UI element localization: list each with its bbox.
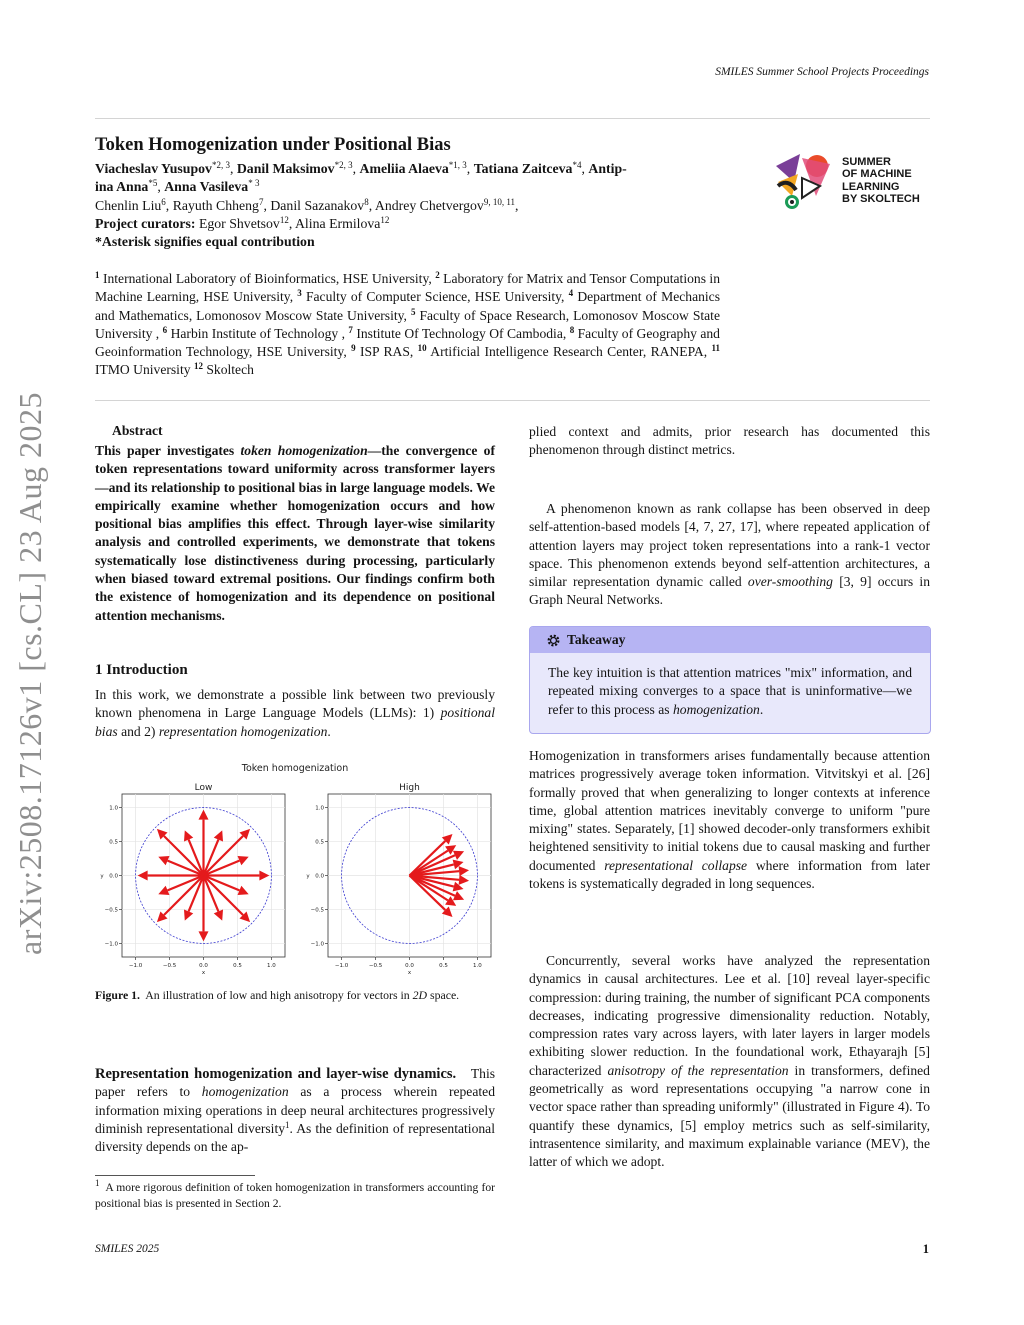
running-head: SMILES Summer School Projects Proceedings bbox=[715, 66, 929, 78]
author-sup: *5 bbox=[148, 178, 158, 189]
affil-text: ISP RAS, bbox=[359, 344, 414, 360]
footnote-mark: 1 bbox=[95, 1178, 100, 1188]
y-tick-label: 0.5 bbox=[109, 839, 118, 846]
arxiv-stamp: arXiv:2508.17126v1 [cs.CL] 23 Aug 2025 bbox=[12, 392, 48, 955]
author-sup: 7 bbox=[258, 196, 264, 207]
x-tick-label: 0.5 bbox=[233, 963, 242, 969]
curator-name: Egor Shvetsov bbox=[198, 215, 280, 231]
author-sup: *2, 3 bbox=[334, 160, 353, 170]
footnote-rule bbox=[95, 1175, 255, 1176]
affil-num: 12 bbox=[193, 361, 203, 372]
affil-text: Faculty of Space Research, Lomonosov Moscow State University , bbox=[95, 307, 720, 341]
col2-text: in transformers, defined geometrically as word representations occupying "a narrow cone in vector space rather than spreading uniformly" (illustrated in Figure 4). To quantify these dynamics, [5] employ metrics such as self-similarity, intrasentence similarity, and maximum explainable variance (MEV), the latter of which we adopt. bbox=[529, 1062, 930, 1170]
col2-text: A phenomenon known as rank collapse has been observed in deep self-attention-based models [4, 7, 27, 17], where repeated application of attention layers may project token representations into a rank-1 vector space. This phenomenon extends beyond self-attention architectures, a similar representation dynamic called bbox=[529, 501, 930, 590]
author-name: Antip- bbox=[588, 161, 627, 176]
y-tick-label: 0.0 bbox=[109, 873, 118, 880]
affil-num: 1 bbox=[95, 270, 100, 280]
rep-text: as a process wherein repeated information mixing operations in deep neural architectures progressively diminish representational diversity bbox=[95, 1084, 495, 1136]
x-tick-label: −1.0 bbox=[128, 963, 143, 969]
takeaway-emphasis: homogenization bbox=[672, 701, 760, 717]
y-axis-label: y bbox=[100, 873, 104, 880]
affil-num: 3 bbox=[297, 288, 302, 299]
author-name: Ameliia Alaeva bbox=[359, 161, 449, 176]
author-sup: 12 bbox=[279, 214, 289, 225]
anisotropy-figure bbox=[95, 760, 495, 980]
affil-text: Institute Of Technology Of Cambodia, bbox=[356, 325, 567, 341]
author-sup: *2, 3 bbox=[211, 160, 230, 170]
col2-text: [3, 9] occurs in Graph Neural Networks. bbox=[529, 574, 930, 608]
caption-text: space. bbox=[429, 988, 460, 1002]
y-tick-label: 1.0 bbox=[109, 805, 118, 812]
caption-label: Figure 1. bbox=[95, 988, 140, 1002]
caption-text: An illustration of low and high anisotropy for vectors in bbox=[145, 988, 410, 1002]
abstract-heading: Abstract bbox=[112, 423, 163, 438]
affil-text: Artificial Intelligence Research Center, RANEPA, bbox=[430, 344, 708, 360]
author-name: Danil Sazanakov bbox=[270, 197, 365, 213]
author-name: Danil Maksimov bbox=[236, 161, 335, 176]
intro-emphasis: positional bias bbox=[95, 705, 495, 739]
author-sup: 6 bbox=[161, 196, 166, 207]
affil-text: Laboratory for Matrix and Tensor Computations in Machine Learning, HSE University, bbox=[95, 271, 720, 305]
takeaway-body bbox=[530, 653, 930, 719]
paper-title: Token Homogenization under Positional Bias bbox=[95, 135, 451, 155]
x-tick-label: −0.5 bbox=[368, 963, 383, 969]
logo-line: LEARNING bbox=[842, 180, 900, 193]
author-sup: *4 bbox=[572, 160, 582, 170]
affil-num: 7 bbox=[348, 324, 353, 335]
caption-emphasis: 2D bbox=[412, 988, 428, 1002]
abstract-emphasis: token homogenization bbox=[240, 443, 368, 458]
intro-paragraph bbox=[95, 686, 495, 741]
author-list: Viacheslav Yusupov$^{*2, 3}$, Danil Maksimov$^{*2, 3}$, Ameliia Alaeva$^{*1, 3}$, Tatiana Zaitceva$^{*4}$, Antip- ina Anna$^{*5}$, Anna Vasileva$^{* 3}$ Chenlin Liu$^6$, Rayuth Chheng$^7$, Danil Sazanakov$^8$, Andrey Chetvergov$^{9, 10, 11}$, Project curators: Egor Shvetsov$^{12}$, Alina Ermilova$^{12}$ *Asterisk signifies equal contribution bbox=[95, 160, 627, 250]
col2-paragraph bbox=[529, 500, 930, 610]
y-axis-label: y bbox=[306, 873, 310, 880]
col2-text: Concurrently, several works have analyzed the representation dynamics in causal architectures. Lee et al. [10] reveal layer-specific compression: during training, the number of significant PCA components decreases, indicating progressive dimensionality reduction. Notably, compression rates vary across layers, with later layers in larger models exhibiting slower reduction. In the foundational work, Ethayarajh [5] characterized bbox=[529, 953, 930, 1078]
author-sup: *1, 3 bbox=[448, 160, 467, 170]
rep-text: . As the definition of representational diversity depends on the ap- bbox=[95, 1120, 495, 1155]
x-tick-label: 1.0 bbox=[267, 963, 276, 969]
curators-label: Project curators: bbox=[95, 215, 196, 231]
author-name: Rayuth Chheng bbox=[172, 197, 259, 213]
header-rule bbox=[95, 118, 930, 119]
intro-text: In this work, we demonstrate a possible link between two previously known phenomena in Large Language Models (LLMs): 1) bbox=[95, 687, 495, 721]
figure-suptitle: Token homogenization bbox=[241, 763, 349, 774]
page-number: 1 bbox=[922, 1242, 929, 1256]
y-tick-label: 1.0 bbox=[315, 805, 324, 812]
equal-contribution-note: *Asterisk signifies equal contribution bbox=[95, 234, 315, 250]
x-tick-label: −0.5 bbox=[162, 963, 177, 969]
affil-num: 5 bbox=[410, 306, 416, 317]
intro-text: . bbox=[327, 723, 331, 739]
x-axis-label: x bbox=[201, 970, 206, 976]
affil-text: Department of Mechanics and Mathematics, Lomonosov Moscow State University, bbox=[95, 289, 721, 323]
intro-text: and 2) bbox=[121, 723, 156, 739]
x-tick-label: 1.0 bbox=[473, 963, 482, 969]
y-tick-label: −0.5 bbox=[104, 907, 118, 914]
author-name: Tatiana Zaitceva bbox=[473, 161, 573, 176]
section-heading: 1 Introduction bbox=[95, 662, 188, 678]
abstract-body bbox=[95, 442, 495, 625]
col2-emphasis: anisotropy of the representation bbox=[607, 1062, 789, 1078]
y-tick-label: 0.0 bbox=[315, 873, 324, 880]
affil-text: International Laboratory of Bioinformatics, HSE University, bbox=[102, 271, 432, 286]
logo-line: OF MACHINE bbox=[842, 168, 912, 181]
smiles-logo bbox=[772, 152, 932, 212]
col2-paragraph bbox=[529, 952, 930, 1172]
x-tick-label: 0.0 bbox=[199, 963, 208, 969]
x-tick-label: 0.0 bbox=[405, 963, 414, 969]
section-rule bbox=[95, 400, 930, 401]
figure-caption bbox=[95, 987, 495, 1003]
abstract-text: —the convergence of token representations toward uniformity across transformer layers—and its relationship to positional bias in large language models. We empirically examine whether homogenization occurs and how positional bias amplifies this effect. Through layer-wise similarity analysis and controlled experiments, we demonstrate that tokens systematically lose distinctiveness during processing, particularly when biased toward extremal positions. Our findings confirm both the existence of homogenization and its dependence on positional attention mechanisms. bbox=[95, 443, 495, 623]
paragraph-heading: Representation homogenization and layer-wise dynamics. bbox=[95, 1066, 457, 1082]
takeaway-header bbox=[530, 627, 930, 653]
x-tick-label: −1.0 bbox=[334, 963, 349, 969]
author-sup: 12 bbox=[380, 214, 390, 225]
x-tick-label: 0.5 bbox=[439, 963, 448, 969]
affil-text: Faculty of Computer Science, HSE University, bbox=[305, 289, 565, 305]
x-axis-label: x bbox=[407, 970, 412, 976]
logo-line: SUMMER bbox=[842, 156, 891, 168]
takeaway-text: . bbox=[759, 701, 764, 717]
col2-text: where information from later tokens is systematically degraded in long sequences. bbox=[529, 857, 930, 892]
affil-num: 11 bbox=[711, 343, 720, 354]
logo-line: BY SKOLTECH bbox=[842, 192, 920, 205]
col2-text: Homogenization in transformers arises fundamentally because attention matrices progressively average token information. Vitvitskyi et al. [26] formally proved that when generalizing to longer contexts at inference time, global attention matrices inevitably converge to uniform "pure mixing" states. Separately, [1] showed decoder-only transformers exhibit heightened sensitivity to initial tokens due to causal masking and further documented bbox=[529, 748, 930, 873]
takeaway-text: The key intuition is that attention matrices "mix" information, and repeated mixing converges to a space that is uninformative—we refer to this process as bbox=[548, 665, 912, 717]
author-sup: 8 bbox=[364, 196, 369, 207]
affil-text: Faculty of Geography and Geoinformation Technology, HSE University, bbox=[95, 325, 720, 360]
author-sup: * 3 bbox=[248, 178, 260, 189]
rep-paragraph bbox=[95, 1065, 495, 1156]
footnote bbox=[95, 1180, 495, 1212]
affil-text: Skoltech bbox=[206, 362, 254, 378]
curator-name: Alina Ermilova bbox=[294, 215, 381, 231]
author-sup: 9, 10, 11 bbox=[483, 196, 515, 207]
author-name: Andrey Chetvergov bbox=[374, 197, 484, 213]
affil-text: ITMO University bbox=[95, 362, 191, 378]
author-name: Anna Vasileva bbox=[164, 179, 249, 195]
y-tick-label: −1.0 bbox=[104, 941, 118, 948]
affil-num: 10 bbox=[417, 343, 427, 354]
affil-num: 8 bbox=[569, 324, 575, 335]
col2-paragraph: plied context and admits, prior research has documented this phenomenon through distinct metrics. bbox=[529, 424, 930, 458]
affil-num: 4 bbox=[568, 288, 574, 299]
col2-paragraph bbox=[529, 747, 930, 893]
footnote-mark: 1 bbox=[285, 1119, 290, 1130]
author-name: Viacheslav Yusupov bbox=[95, 161, 212, 176]
affil-num: 6 bbox=[162, 324, 168, 335]
rep-text: This paper refers to bbox=[95, 1066, 496, 1100]
panel-title: High bbox=[399, 783, 420, 793]
affil-num: 9 bbox=[351, 343, 356, 354]
smiles-logo-icon bbox=[772, 152, 838, 212]
takeaway-box bbox=[529, 626, 931, 734]
author-name: Chenlin Liu bbox=[95, 197, 162, 213]
gear-icon bbox=[547, 634, 560, 647]
y-tick-label: −1.0 bbox=[310, 941, 324, 948]
panel-title: Low bbox=[194, 783, 213, 793]
col2-emphasis: representational collapse bbox=[604, 857, 748, 873]
y-tick-label: 0.5 bbox=[315, 839, 324, 846]
affiliations bbox=[95, 270, 720, 380]
abstract-text: This paper investigates bbox=[95, 443, 235, 458]
rep-emphasis: homogenization bbox=[201, 1084, 289, 1100]
affil-num: 2 bbox=[435, 270, 440, 280]
takeaway-title: Takeaway bbox=[567, 632, 626, 647]
col2-emphasis: over-smoothing bbox=[747, 574, 833, 590]
author-name: ina Anna bbox=[95, 179, 149, 195]
y-tick-label: −0.5 bbox=[310, 907, 324, 914]
affil-text: Harbin Institute of Technology , bbox=[170, 325, 345, 341]
intro-emphasis: representation homogenization bbox=[158, 723, 328, 739]
footer-venue: SMILES 2025 bbox=[95, 1243, 160, 1255]
footnote-text: A more rigorous definition of token homogenization in transformers accounting for positional bias is presented in Section 2. bbox=[95, 1181, 495, 1210]
